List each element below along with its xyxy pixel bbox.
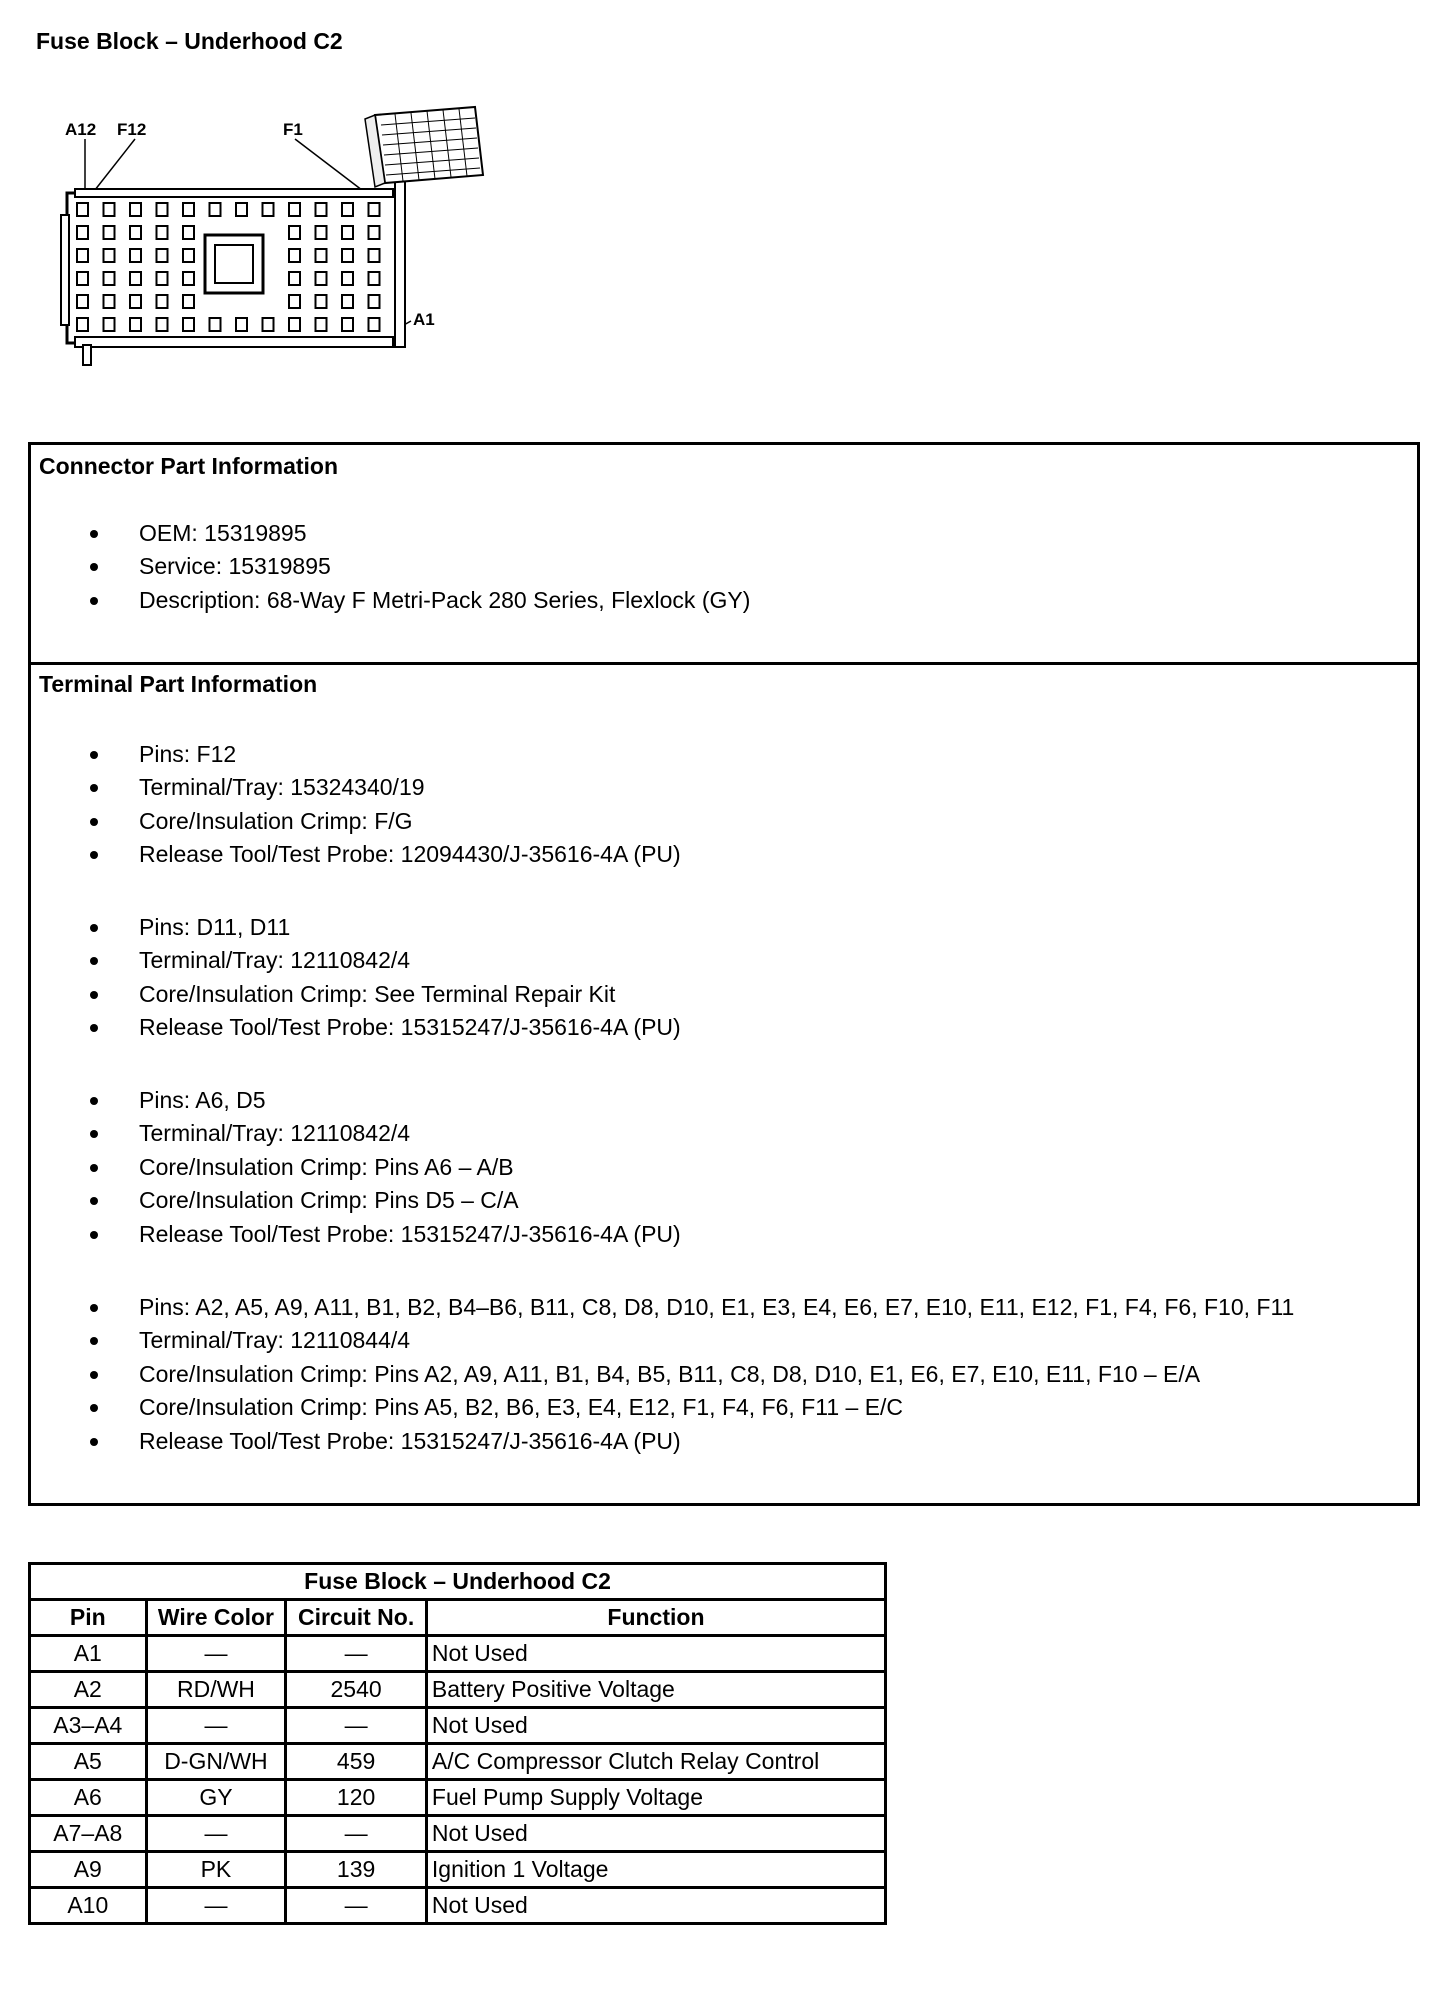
cavity xyxy=(316,203,327,216)
page-title: Fuse Block – Underhood C2 xyxy=(36,28,343,54)
circuit-cell: — xyxy=(286,1708,427,1744)
table-row xyxy=(30,1816,886,1852)
connector-part-heading: Connector Part Information xyxy=(39,453,339,479)
terminal-group-4 xyxy=(31,1291,1417,1458)
label-a1: A1 xyxy=(413,310,435,329)
list-item: Pins: A2, A5, A9, A11, B1, B2, B4–B6, B11, C8, D8, D10, E1, E3, E4, E6, E7, E10, E11, E12, F1, F4, F6, F10, F11 xyxy=(31,1291,1417,1324)
cavity xyxy=(263,318,274,331)
table-row xyxy=(30,1852,886,1888)
table-title: Fuse Block – Underhood C2 xyxy=(30,1564,886,1600)
cavity xyxy=(369,295,380,308)
cavity xyxy=(77,226,88,239)
cavity xyxy=(342,203,353,216)
cavity xyxy=(236,318,247,331)
list-item: Pins: F12 xyxy=(31,738,1417,771)
cavity xyxy=(236,203,247,216)
wire-color-cell: — xyxy=(146,1888,286,1924)
list-item: Pins: A6, D5 xyxy=(31,1084,1417,1117)
table-row xyxy=(30,1672,886,1708)
cavity xyxy=(183,272,194,285)
circuit-cell: 139 xyxy=(286,1852,427,1888)
label-f12: F12 xyxy=(117,120,147,139)
cavity xyxy=(369,203,380,216)
terminal-group-3 xyxy=(31,1084,1417,1251)
cavity xyxy=(157,249,168,262)
wire-color-cell: RD/WH xyxy=(146,1672,286,1708)
cavity xyxy=(104,272,115,285)
list-item: Core/Insulation Crimp: Pins D5 – C/A xyxy=(31,1184,1417,1217)
list-item: Description: 68-Way F Metri-Pack 280 Series, Flexlock (GY) xyxy=(31,584,1417,617)
circuit-cell: — xyxy=(286,1636,427,1672)
wire-color-cell: GY xyxy=(146,1780,286,1816)
cavity xyxy=(130,272,141,285)
cavity xyxy=(369,318,380,331)
list-item: Core/Insulation Crimp: Pins A2, A9, A11, B1, B4, B5, B11, C8, D8, D10, E1, E6, E7, E10, E11, F10 – E/A xyxy=(31,1358,1417,1391)
list-item: Service: 15319895 xyxy=(31,550,1417,583)
circuit-cell: — xyxy=(286,1816,427,1852)
pin-cell: A7–A8 xyxy=(30,1816,147,1852)
table-row xyxy=(30,1744,886,1780)
cavity xyxy=(210,318,221,331)
function-cell: Battery Positive Voltage xyxy=(426,1672,885,1708)
cavity xyxy=(130,203,141,216)
cavity xyxy=(369,249,380,262)
cavity xyxy=(316,249,327,262)
circuit-cell: 459 xyxy=(286,1744,427,1780)
cavity xyxy=(183,203,194,216)
cavity xyxy=(342,295,353,308)
pin-cell: A3–A4 xyxy=(30,1708,147,1744)
cavity xyxy=(157,318,168,331)
cavity xyxy=(130,318,141,331)
list-item: Pins: D11, D11 xyxy=(31,911,1417,944)
pin-cell: A10 xyxy=(30,1888,147,1924)
list-item: Core/Insulation Crimp: F/G xyxy=(31,805,1417,838)
cavity xyxy=(104,249,115,262)
column-header: Wire Color xyxy=(146,1600,286,1636)
cavity xyxy=(183,249,194,262)
list-item: Release Tool/Test Probe: 15315247/J-35616-4A (PU) xyxy=(31,1011,1417,1044)
list-item: Release Tool/Test Probe: 15315247/J-35616-4A (PU) xyxy=(31,1425,1417,1458)
list-item: Core/Insulation Crimp: Pins A6 – A/B xyxy=(31,1151,1417,1184)
cavity xyxy=(77,318,88,331)
terminal-group-1 xyxy=(31,738,1417,872)
wire-color-cell: PK xyxy=(146,1852,286,1888)
function-cell: Ignition 1 Voltage xyxy=(426,1852,885,1888)
list-item: Release Tool/Test Probe: 15315247/J-35616-4A (PU) xyxy=(31,1218,1417,1251)
cavity xyxy=(289,226,300,239)
list-item: Terminal/Tray: 12110842/4 xyxy=(31,1117,1417,1150)
cavity xyxy=(183,318,194,331)
cavity xyxy=(104,203,115,216)
pin-cell: A2 xyxy=(30,1672,147,1708)
pin-cell: A9 xyxy=(30,1852,147,1888)
pin-table xyxy=(28,1562,887,1925)
part-information-box xyxy=(28,442,1420,1506)
cavity xyxy=(289,249,300,262)
cavity xyxy=(77,203,88,216)
list-item: Core/Insulation Crimp: Pins A5, B2, B6, E3, E4, E12, F1, F4, F6, F11 – E/C xyxy=(31,1391,1417,1424)
cavity xyxy=(157,226,168,239)
function-cell: Not Used xyxy=(426,1888,885,1924)
cavity xyxy=(130,249,141,262)
cavity xyxy=(342,249,353,262)
cavity xyxy=(342,318,353,331)
list-item: Terminal/Tray: 12110842/4 xyxy=(31,944,1417,977)
cavity xyxy=(263,203,274,216)
table-row xyxy=(30,1708,886,1744)
connector-part-list xyxy=(31,517,1417,617)
circuit-cell: 120 xyxy=(286,1780,427,1816)
cavity xyxy=(183,226,194,239)
list-item: Release Tool/Test Probe: 12094430/J-35616-4A (PU) xyxy=(31,838,1417,871)
cavity xyxy=(369,226,380,239)
wire-color-cell: — xyxy=(146,1816,286,1852)
terminal-group-2 xyxy=(31,911,1417,1045)
cavity xyxy=(316,226,327,239)
cavity xyxy=(289,295,300,308)
table-row xyxy=(30,1636,886,1672)
label-f1: F1 xyxy=(283,120,303,139)
cavity xyxy=(183,295,194,308)
cavity xyxy=(77,249,88,262)
cavity xyxy=(316,295,327,308)
label-a12: A12 xyxy=(65,120,97,139)
cavity xyxy=(289,272,300,285)
cavity xyxy=(316,272,327,285)
table-row xyxy=(30,1780,886,1816)
wire-color-cell: — xyxy=(146,1708,286,1744)
cavity xyxy=(342,272,353,285)
column-header: Circuit No. xyxy=(286,1600,427,1636)
function-cell: Not Used xyxy=(426,1636,885,1672)
column-header: Pin xyxy=(30,1600,147,1636)
terminal-part-heading: Terminal Part Information xyxy=(39,671,318,697)
circuit-cell: — xyxy=(286,1888,427,1924)
table-header-row xyxy=(30,1600,886,1636)
cavity xyxy=(369,272,380,285)
cavity xyxy=(210,203,221,216)
cavity xyxy=(289,318,300,331)
cavity xyxy=(130,226,141,239)
circuit-cell: 2540 xyxy=(286,1672,427,1708)
pin-cell: A6 xyxy=(30,1780,147,1816)
list-item: Terminal/Tray: 15324340/19 xyxy=(31,771,1417,804)
cavity xyxy=(104,226,115,239)
connector-isometric-sketch xyxy=(365,107,483,187)
pin-cell: A5 xyxy=(30,1744,147,1780)
cavity xyxy=(77,272,88,285)
cavity xyxy=(104,318,115,331)
connector-part-section xyxy=(31,445,1417,665)
terminal-part-section xyxy=(31,665,1417,1503)
cavity xyxy=(157,295,168,308)
list-item: Terminal/Tray: 12110844/4 xyxy=(31,1324,1417,1357)
function-cell: Fuel Pump Supply Voltage xyxy=(426,1780,885,1816)
cavity xyxy=(289,203,300,216)
cavity xyxy=(77,295,88,308)
cavity xyxy=(157,203,168,216)
column-header: Function xyxy=(426,1600,885,1636)
table-row xyxy=(30,1888,886,1924)
wire-color-cell: D-GN/WH xyxy=(146,1744,286,1780)
cavity xyxy=(104,295,115,308)
connector-diagram xyxy=(55,105,505,370)
function-cell: Not Used xyxy=(426,1816,885,1852)
pin-cell: A1 xyxy=(30,1636,147,1672)
function-cell: Not Used xyxy=(426,1708,885,1744)
cavity xyxy=(130,295,141,308)
function-cell: A/C Compressor Clutch Relay Control xyxy=(426,1744,885,1780)
cavity xyxy=(316,318,327,331)
cavity xyxy=(157,272,168,285)
cavity xyxy=(342,226,353,239)
list-item: OEM: 15319895 xyxy=(31,517,1417,550)
wire-color-cell: — xyxy=(146,1636,286,1672)
list-item: Core/Insulation Crimp: See Terminal Repair Kit xyxy=(31,978,1417,1011)
